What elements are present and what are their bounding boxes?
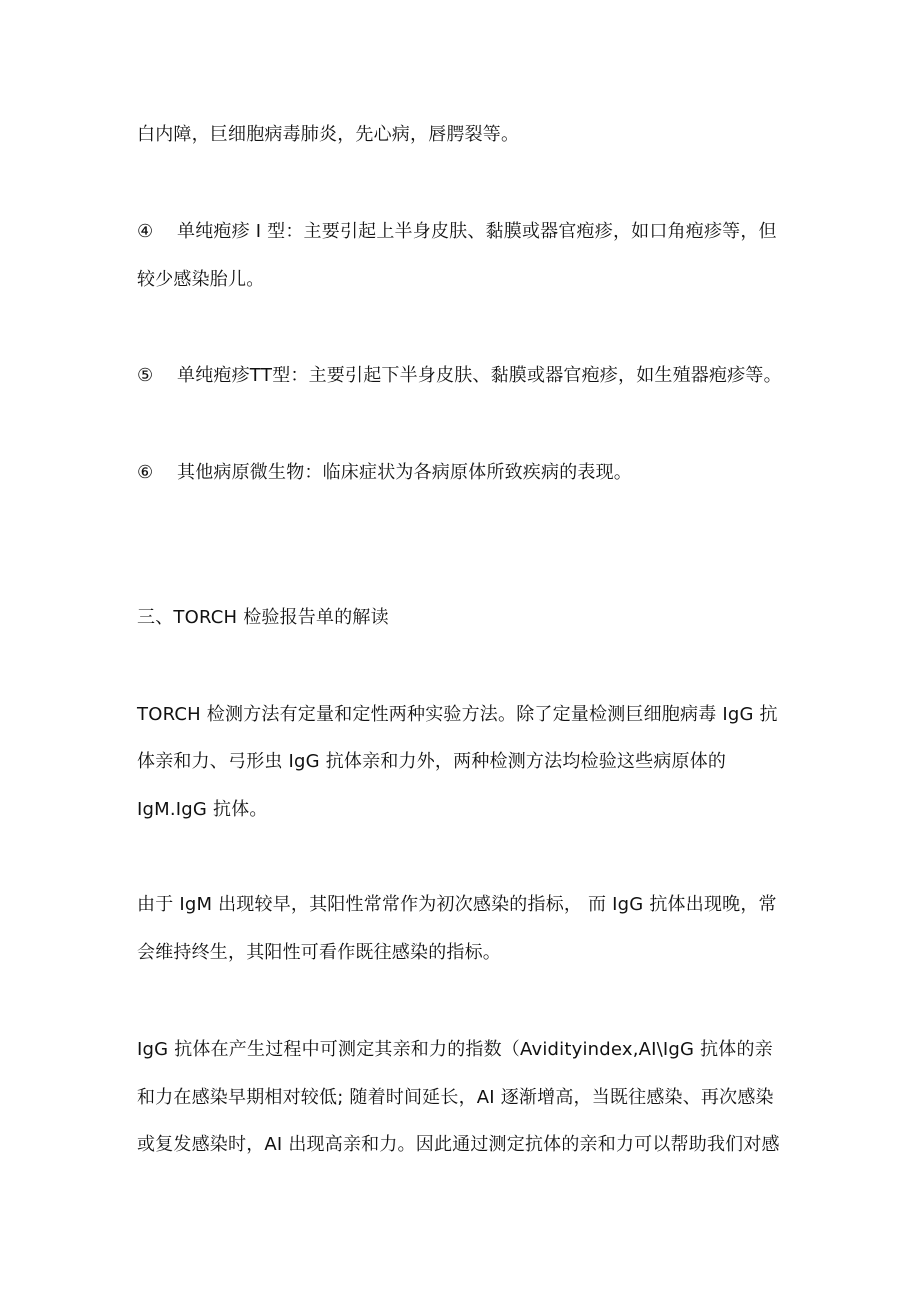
item-marker: ④ [137, 221, 154, 242]
text-line: 单纯疱疹 I 型：主要引起上半身皮肤、黏膜或器官疱疹，如口角疱疹等，但 [177, 221, 777, 242]
text-line: 其他病原微生物：临床症状为各病原体所致疾病的表现。 [177, 462, 632, 483]
item-marker: ⑥ [137, 462, 154, 483]
text-line: 体亲和力、弓形虫 IgG 抗体亲和力外，两种检测方法均检验这些病原体的 [137, 751, 727, 772]
text-line: 和力在感染早期相对较低; 随着时间延长，AI 逐渐增高，当既往感染、再次感染 [137, 1087, 774, 1108]
text-line: 较少感染胎儿。 [137, 269, 265, 290]
section-heading: 三、TORCH 检验报告单的解读 [137, 607, 389, 628]
text-line: 或复发感染时，AI 出现高亲和力。因此通过测定抗体的亲和力可以帮助我们对感 [137, 1134, 780, 1155]
list-item-4 [137, 220, 777, 244]
list-item-5 [137, 364, 782, 388]
list-item-6 [137, 461, 632, 485]
item-marker: ⑤ [137, 365, 154, 386]
text-line: 白内障，巨细胞病毒肺炎，先心病，唇腭裂等。 [137, 124, 520, 145]
text-line: IgM.IgG 抗体。 [137, 799, 268, 820]
text-line: 单纯疱疹ΤΤ型：主要引起下半身皮肤、黏膜或器官疱疹，如生殖器疱疹等。 [177, 365, 782, 386]
text-line: 由于 IgM 出现较早，其阳性常常作为初次感染的指标， 而 IgG 抗体出现晚，常 [137, 894, 777, 915]
text-line: 会维持终生，其阳性可看作既往感染的指标。 [137, 942, 501, 963]
text-line: IgG 抗体在产生过程中可测定其亲和力的指数（Avidityindex,AI\IgG 抗体的亲 [137, 1039, 773, 1060]
text-line: TORCH 检测方法有定量和定性两种实验方法。除了定量检测巨细胞病毒 IgG 抗 [137, 704, 778, 725]
